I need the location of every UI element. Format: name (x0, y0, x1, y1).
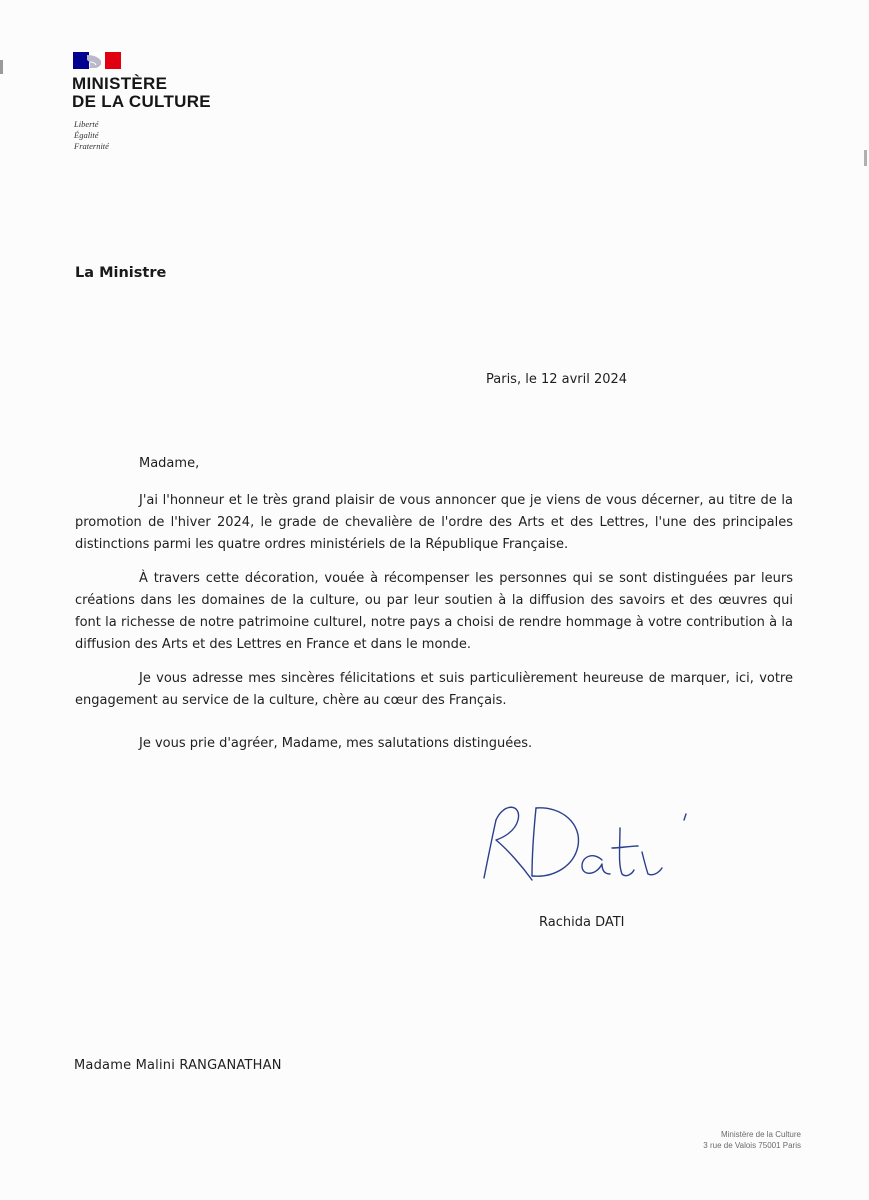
salutation: Madame, (139, 456, 200, 471)
recipient-name: Madame Malini RANGANATHAN (74, 1058, 282, 1073)
signer-name: Rachida DATI (539, 915, 625, 930)
sender-title: La Ministre (75, 265, 167, 281)
republic-motto (74, 119, 109, 152)
ministry-name-line1: MINISTÈRE (72, 74, 168, 93)
footer-address-line2: 3 rue de Valois 75001 Paris (703, 1141, 801, 1150)
body-paragraph-3: Je vous adresse mes sincères félicitations et suis particulièrement heureuse de marquer, ici, votre engagement au service de la culture, chère au cœur des Français. (75, 671, 793, 708)
ministry-name-line2: DE LA CULTURE (72, 92, 211, 111)
body-paragraph-2: À travers cette décoration, vouée à récompenser les personnes qui se sont distinguées par leurs créations dans les domaines de la culture, ou par leur soutien à la diffusion des savoirs et des œuvres qui font la richesse de notre patrimoine culturel, notre pays a choisi de rendre hommage à votre contribution à la diffusion des Arts et des Lettres en France et dans le monde. (75, 571, 793, 652)
handwritten-signature (470, 788, 700, 888)
body-paragraph-1: J'ai l'honneur et le très grand plaisir de vous annoncer que je viens de vous décerner, au titre de la promotion de l'hiver 2024, le grade de chevalière de l'ordre des Arts et des Lettres, l'une des principales distinctions parmi les quatre ordres ministériels de la République Française. (75, 493, 793, 552)
footer-address (703, 1129, 801, 1151)
closing-formula: Je vous prie d'agréer, Madame, mes salutations distinguées. (139, 736, 533, 751)
scan-edge-mark (864, 150, 867, 166)
footer-address-line1: Ministère de la Culture (720, 1130, 801, 1139)
letter-date: Paris, le 12 avril 2024 (486, 372, 628, 387)
motto-fraternite: Fraternité (74, 141, 109, 151)
scan-edge-mark (0, 60, 3, 74)
motto-egalite: Égalité (74, 130, 99, 140)
motto-liberte: Liberté (74, 119, 99, 129)
ministry-name (72, 75, 211, 111)
marianne-flag-icon (73, 52, 121, 69)
